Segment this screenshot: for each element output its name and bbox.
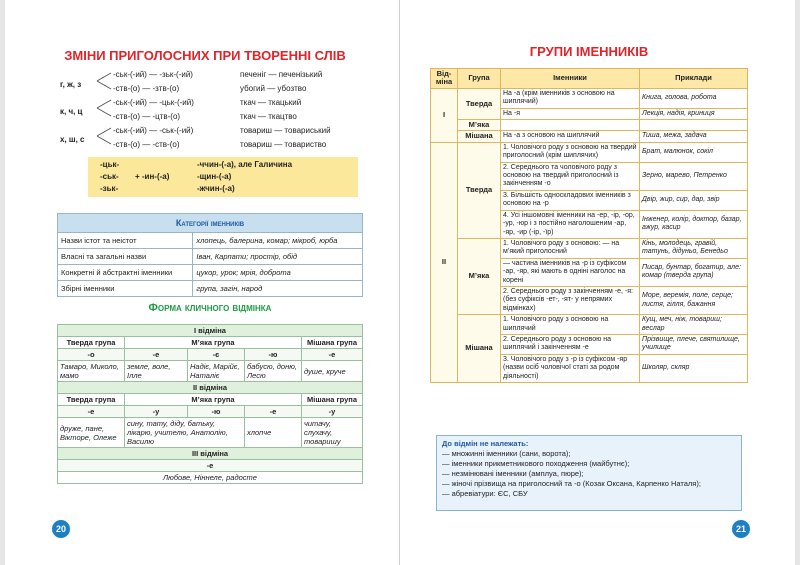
noun-rule: На -а з основою на шиплячий [501,131,640,142]
noun-rule: На -а (крім іменників з основою на шиплячий) [501,88,640,108]
category-example: Іван, Карпати; простір, обід [193,249,363,265]
ending: -у [302,406,363,418]
ending: -є [188,349,245,361]
list-item: — іменники прикметникового походження (майбутнє); [442,459,630,468]
not-included-box [436,435,742,511]
suffix: -цьк- [100,160,120,169]
example [640,120,748,131]
example: душе, круче [302,361,363,382]
column-header: Від-міна [431,69,458,89]
suffix-result: -щин-(-а) [197,172,232,181]
page-edge [795,0,800,565]
category-name: Конкретні й абстрактні іменники [58,265,193,281]
declension-heading: ІІІ відміна [58,448,363,460]
group-heading: М’яка група [125,394,302,406]
declension-heading: ІІ відміна [58,382,363,394]
rule: -ськ-(-ий) — -цьк-(-ий) [113,98,194,107]
example: Школяр, скляр [640,354,748,382]
ending: -ю [188,406,245,418]
example: Інженер, колір, доктор, базар, ажур, касир [640,210,748,238]
group-heading: М’яка група [125,337,302,349]
categories-title: Категорії іменників [58,214,363,233]
suffix-result: -жчин-(-а) [197,184,235,193]
arrow-icon [95,125,113,147]
rule: -ств-(о) — -зтв-(о) [113,84,180,93]
example: печеніг — печенізький [240,70,323,79]
category-example: група, загін, народ [193,281,363,297]
table-row [58,249,363,265]
group-heading: Тверда група [58,394,125,406]
noun-rule: 4. Усі іншомовні іменники на -ер, -ір, -ор, -ур, -юр і з постійно наголошеним -ар, -яр, -ир (-ір, -їр) [501,210,640,238]
list-item: — незмінювані іменники (амплуа, пюре); [442,469,584,478]
category-example: хлопець, балерина, комар; мікроб, юрба [193,233,363,249]
example: бабусю, доню, Лесю [245,361,302,382]
category-name: Назви істот та неістот [58,233,193,249]
rule: -ств-(о) — -ств-(о) [113,140,180,149]
example: Книга, голова, робота [640,88,748,108]
ending: -е [245,406,302,418]
category-name: Збірні іменники [58,281,193,297]
group-heading: Мішана група [302,337,363,349]
letter-group: х, ш, с [60,135,85,144]
example: Писар, бунтар, богатир, але: комар (тверда група) [640,258,748,286]
group-name: М’яка [458,120,501,131]
suffix: -зьк- [100,184,119,193]
suffix: -ськ- [100,172,119,181]
example: друже, пане, Вікторе, Олеже [58,418,125,448]
ending: -у [125,406,188,418]
arrow-icon [95,70,113,92]
noun-rule: — частина іменників на -р із суфіксом -ар, -яр, які мають в одніні наголос на корені [501,258,640,286]
declension-number: І [431,88,458,142]
example: ткач — ткацький [240,98,302,107]
example: Двір, жир, сир, дар, звір [640,190,748,210]
example: Тиша, межа, задача [640,131,748,142]
page-number: 21 [732,520,750,538]
example: Море, веремія, поле, серце; листя, гілля, бажання [640,286,748,314]
list-item: — абревіатури: ЄС, СБУ [442,489,528,498]
list-item: — множинні іменники (сани, ворота); [442,449,571,458]
noun-rule [501,120,640,131]
example: земле, воле, Ілле [125,361,188,382]
rule: -ськ-(-ий) — -зьк-(-ий) [113,70,193,79]
list-item: — жіночі прізвища на приголосний та -о (Козак Оксана, Карпенко Наталя); [442,479,701,488]
noun-rule: 2. Середнього роду з основою на шиплячий і закінченням -е [501,334,640,354]
suffix-plus: + -ин-(-а) [135,172,170,181]
example: Кінь, молодець, гравій, татунь, дідуньо, Бенедьо [640,238,748,258]
ending: -е [58,406,125,418]
table-row [58,265,363,281]
category-example: цукор, урок; мрія, доброта [193,265,363,281]
noun-rule: 2. Середнього та чоловічого роду з основою на твердий приголосний із закінченням -о [501,162,640,190]
category-name: Власні та загальні назви [58,249,193,265]
vocative-title: Форма кличного відмінка [148,302,272,314]
letter-group: г, ж, з [60,80,82,89]
page-number: 20 [52,520,70,538]
noun-rule: На -я [501,108,640,119]
declension-heading: І відміна [58,325,363,337]
noun-rule: 2. Середнього роду з закінченням -е, -я: (без суфіксів -ет-, -ят- у непрямих відмінках) [501,286,640,314]
letter-group: к, ч, ц [60,107,83,116]
column-header: Приклади [640,69,748,89]
noun-rule: 3. Більшість односкладових іменників з основою на -р [501,190,640,210]
group-heading: Мішана група [302,394,363,406]
box-title: До відмін не належать: [442,439,529,448]
page-title: ГРУПИ ІМЕННИКІВ [529,44,649,59]
noun-rule: 1. Чоловічого роду з основою: — на м’який приголосний [501,238,640,258]
noun-rule: 3. Чоловічого роду з -р із суфіксом -яр (назви осіб чоловічої статі за родом діяльності) [501,354,640,382]
example: Прізвище, плече, святилище, училище [640,334,748,354]
group-name: Тверда [458,142,501,238]
ending: -е [58,460,363,472]
group-name: Мішана [458,315,501,383]
example: Зерно, марево, Петренко [640,162,748,190]
example: убогий — убозтво [240,84,307,93]
categories-table [57,213,363,297]
rule: -ськ-(-ий) — -ськ-(-ий) [113,126,194,135]
group-name: Мішана [458,131,501,142]
example: Любове, Ніннеле, радосте [58,472,363,484]
example: Кущ, меч, ніж, товариш; веслар [640,315,748,335]
noun-groups-table [430,68,748,383]
column-header: Група [458,69,501,89]
group-name: М’яка [458,238,501,314]
rule: -ств-(о) — -цтв-(о) [113,112,181,121]
ending: -е [302,349,363,361]
example: Лекція, надія, криниця [640,108,748,119]
vocative-table [57,324,363,484]
example: ткач — ткацтво [240,112,297,121]
table-row [58,233,363,249]
example: читачу, слухачу, товаришу [302,418,363,448]
example: сину, тату, діду, батьку, лікарю, учителю, Анатолію, Василю [125,418,245,448]
page-title: ЗМІНИ ПРИГОЛОСНИХ ПРИ ТВОРЕННІ СЛІВ [64,48,346,63]
ending: -о [58,349,125,361]
page-edge [0,0,5,565]
ending: -е [125,349,188,361]
group-heading: Тверда група [58,337,125,349]
example: Надіє, Марійє, Наталіє [188,361,245,382]
example: Брат, малюнок, сокіл [640,142,748,162]
noun-rule: 1. Чоловічого роду з основою на твердий приголосний (крім шиплячих) [501,142,640,162]
declension-number: ІІ [431,142,458,382]
table-row [58,281,363,297]
example: товариш — товариський [240,126,331,135]
ending: -ю [245,349,302,361]
example: товариш — товариство [240,140,327,149]
group-name: Тверда [458,88,501,119]
noun-rule: 1. Чоловічого роду з основою на шиплячий [501,315,640,335]
example: хлопче [245,418,302,448]
suffix-result: -ччин-(-а), але Галичина [197,160,293,169]
example: Тамаро, Миколо, мамо [58,361,125,382]
column-header: Іменники [501,69,640,89]
arrow-icon [95,97,113,119]
